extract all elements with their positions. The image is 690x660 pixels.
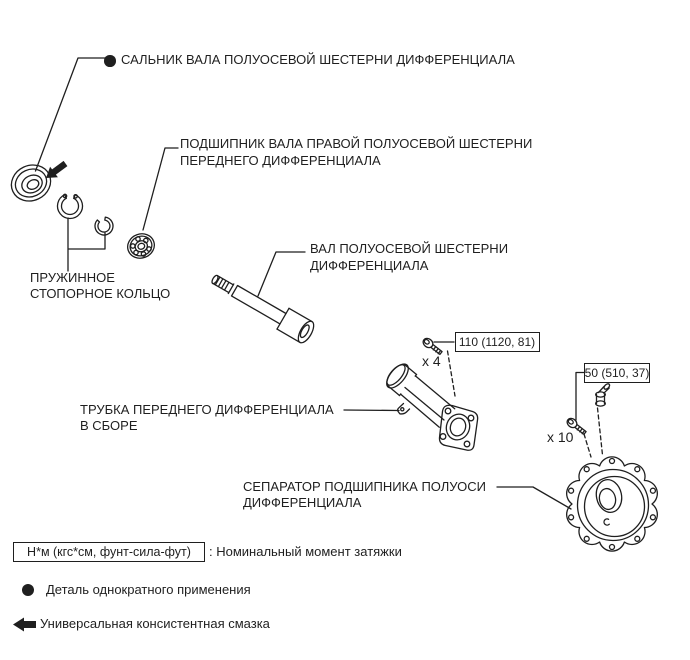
union-fitting-icon	[596, 383, 611, 406]
bearing-leader-line	[143, 148, 178, 230]
legend-torque-meaning: : Номинальный момент затяжки	[209, 544, 402, 559]
seal-label-line: САЛЬНИК ВАЛА ПОЛУОСЕВОЙ ШЕСТЕРНИ ДИФФЕРЕНЦИАЛА	[121, 52, 515, 67]
separator-drawing	[567, 457, 658, 551]
legend-grease: Универсальная консистентная смазка	[40, 616, 270, 631]
tube-label-line: В СБОРЕ	[80, 418, 138, 433]
bearing-label	[180, 136, 532, 169]
shaft-leader-line	[258, 252, 305, 296]
single-use-dot-icon	[104, 55, 116, 67]
seal-leader-line	[36, 58, 109, 171]
separator-label	[243, 479, 486, 511]
bearing-label-line: ПЕРЕДНЕГО ДИФФЕРЕНЦИАЛА	[180, 152, 381, 168]
assembly-dashed-lines	[448, 351, 603, 457]
snap-ring-label-line: СТОПОРНОЕ КОЛЬЦО	[30, 286, 171, 301]
tube-label-line: ТРУБКА ПЕРЕДНЕГО ДИФФЕРЕНЦИАЛА	[80, 402, 334, 417]
torque-quantity: x 10	[547, 429, 574, 445]
flange-bolt-icon	[421, 336, 442, 354]
shaft-label	[310, 241, 508, 274]
snap-ring-label	[30, 270, 170, 302]
legend-single-use: Деталь однократного применения	[46, 582, 251, 597]
legend-torque-unit-box: Н*м (кгс*см, фунт-сила-фут)	[13, 542, 205, 562]
tube-assembly-drawing	[383, 360, 478, 450]
tube-label	[80, 402, 334, 434]
separator-label-line: СЕПАРАТОР ПОДШИПНИКА ПОЛУОСИ	[243, 479, 486, 494]
torque-quantity: x 4	[422, 353, 441, 369]
separator-leader-line	[497, 487, 571, 509]
grease-arrow-icon	[13, 618, 36, 632]
bearing-label-line: ПОДШИПНИК ВАЛА ПРАВОЙ ПОЛУОСЕВОЙ ШЕСТЕРНИ	[180, 136, 533, 151]
snap-ring-large-drawing	[58, 194, 83, 218]
torque-spec-box: 50 (510, 37)	[584, 363, 650, 383]
tube-leader-line	[344, 410, 399, 411]
snap-ring-small-drawing	[95, 217, 113, 235]
shaft-label-line: ВАЛ ПОЛУОСЕВОЙ ШЕСТЕРНИ	[310, 241, 509, 256]
snap-ring-label-line: ПРУЖИННОЕ	[30, 270, 115, 285]
torque-spec-box: 110 (1120, 81)	[455, 332, 540, 352]
axle-shaft-drawing	[211, 274, 317, 345]
single-use-dot-icon	[22, 584, 34, 596]
seal-label	[121, 52, 515, 69]
oil-seal-drawing	[5, 159, 56, 208]
separator-label-line: ДИФФЕРЕНЦИАЛА	[243, 495, 362, 510]
bearing-drawing	[124, 230, 158, 262]
snap-ring-leader-lines	[68, 218, 105, 271]
torque2-connector-line	[576, 373, 584, 421]
shaft-label-line: ДИФФЕРЕНЦИАЛА	[310, 257, 429, 273]
grease-arrow-icon	[46, 161, 67, 178]
